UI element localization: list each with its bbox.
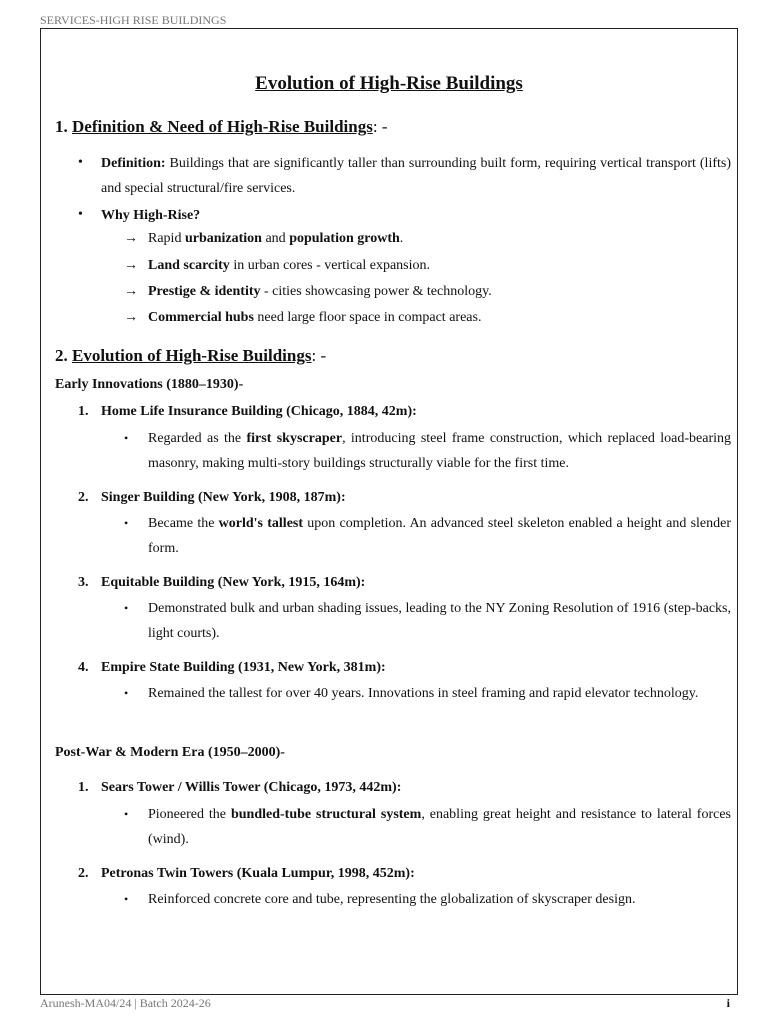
building-name: Empire State Building (1931, New York, 381m): xyxy=(101,660,386,675)
building-description xyxy=(148,887,731,912)
desc-text: upon completion. An advanced steel skeleton enabled a height and slender form. xyxy=(148,516,732,556)
bullet-icon: • xyxy=(124,516,129,530)
running-header: SERVICES-HIGH RISE BUILDINGS xyxy=(40,13,227,27)
reason-text: . xyxy=(399,231,404,246)
reason-item xyxy=(148,258,430,274)
desc-text: Demonstrated bulk and urban shading issues, leading to the NY Zoning Resolution of 1916 (step-backs, light courts). xyxy=(148,601,731,641)
arrow-icon: → xyxy=(124,310,138,325)
reason-item xyxy=(148,310,481,326)
building-name: Petronas Twin Towers (Kuala Lumpur, 1998, 452m): xyxy=(101,866,415,881)
arrow-icon: → xyxy=(124,258,138,273)
reason-text: in urban cores - vertical expansion. xyxy=(229,258,431,273)
building-description xyxy=(148,802,731,852)
section-number: 2. xyxy=(55,346,68,365)
building-name: Home Life Insurance Building (Chicago, 1884, 42m): xyxy=(101,404,417,419)
era-heading: Post-War & Modern Era (1950–2000)- xyxy=(55,745,285,760)
definition-paragraph xyxy=(101,151,731,201)
desc-text: Regarded as the xyxy=(148,431,247,446)
building-description xyxy=(148,681,731,706)
desc-text: , enabling great height and resistance to lateral forces (wind). xyxy=(148,807,731,847)
section-2-heading xyxy=(55,346,326,366)
reason-item xyxy=(148,231,403,247)
reason-text: need large floor space in compact areas. xyxy=(253,310,482,325)
section-title: Evolution of High-Rise Buildings xyxy=(72,346,312,365)
arrow-icon: → xyxy=(124,231,138,246)
footer: Arunesh-MA04/24 | Batch 2024-26 xyxy=(40,996,211,1010)
building-description xyxy=(148,596,731,646)
building-description xyxy=(148,426,731,476)
section-suffix: : - xyxy=(311,346,327,365)
page-number: i xyxy=(726,996,730,1010)
section-number: 1. xyxy=(55,117,68,136)
desc-text: Reinforced concrete core and tube, representing the globalization of skyscraper design. xyxy=(148,892,636,907)
building-name: Equitable Building (New York, 1915, 164m): xyxy=(101,575,366,590)
building-description xyxy=(148,511,731,561)
reason-bold: Commercial hubs xyxy=(148,310,254,325)
why-label-text: Why High-Rise? xyxy=(101,208,201,223)
item-number: 1. xyxy=(78,780,89,795)
definition-text: Buildings that are significantly taller than surrounding built form, requiring vertical transport (lifts) and special structural/fire services. xyxy=(101,156,731,196)
bullet-icon: • xyxy=(124,686,129,700)
why-label xyxy=(101,203,731,228)
bullet-icon: • xyxy=(78,155,83,170)
page-title: Evolution of High-Rise Buildings xyxy=(255,73,523,94)
desc-text: Pioneered the xyxy=(148,807,231,822)
definition-label: Definition: xyxy=(101,156,166,171)
bullet-icon: • xyxy=(124,807,129,821)
bullet-icon: • xyxy=(78,207,83,222)
desc-bold: first skyscraper xyxy=(246,431,343,446)
desc-text: Became the xyxy=(148,516,219,531)
era-heading: Early Innovations (1880–1930)- xyxy=(55,377,244,392)
item-number: 3. xyxy=(78,575,89,590)
reason-bold: population growth xyxy=(289,231,400,246)
building-name: Sears Tower / Willis Tower (Chicago, 1973, 442m): xyxy=(101,780,402,795)
reason-text: - cities showcasing power & technology. xyxy=(260,284,492,299)
item-number: 2. xyxy=(78,490,89,505)
building-name: Singer Building (New York, 1908, 187m): xyxy=(101,490,346,505)
desc-bold: bundled-tube structural system xyxy=(230,807,422,822)
item-number: 4. xyxy=(78,660,89,675)
bullet-icon: • xyxy=(124,431,129,445)
section-suffix: : - xyxy=(372,117,388,136)
desc-text: Remained the tallest for over 40 years. Innovations in steel framing and rapid elevator technology. xyxy=(148,686,699,701)
reason-bold: Land scarcity xyxy=(148,258,230,273)
reason-text: Rapid xyxy=(148,231,185,246)
section-1-heading xyxy=(55,117,387,137)
bullet-icon: • xyxy=(124,892,129,906)
reason-bold: urbanization xyxy=(184,231,262,246)
section-title: Definition & Need of High-Rise Buildings xyxy=(72,117,373,136)
reason-item xyxy=(148,284,492,300)
desc-bold: world's tallest xyxy=(218,516,304,531)
reason-text: and xyxy=(261,231,290,246)
item-number: 1. xyxy=(78,404,89,419)
arrow-icon: → xyxy=(124,284,138,299)
reason-bold: Prestige & identity xyxy=(148,284,261,299)
bullet-icon: • xyxy=(124,601,129,615)
item-number: 2. xyxy=(78,866,89,881)
desc-text: , introducing steel frame construction, which replaced load-bearing masonry, making multi-story buildings structurally viable for the first time. xyxy=(148,431,731,471)
